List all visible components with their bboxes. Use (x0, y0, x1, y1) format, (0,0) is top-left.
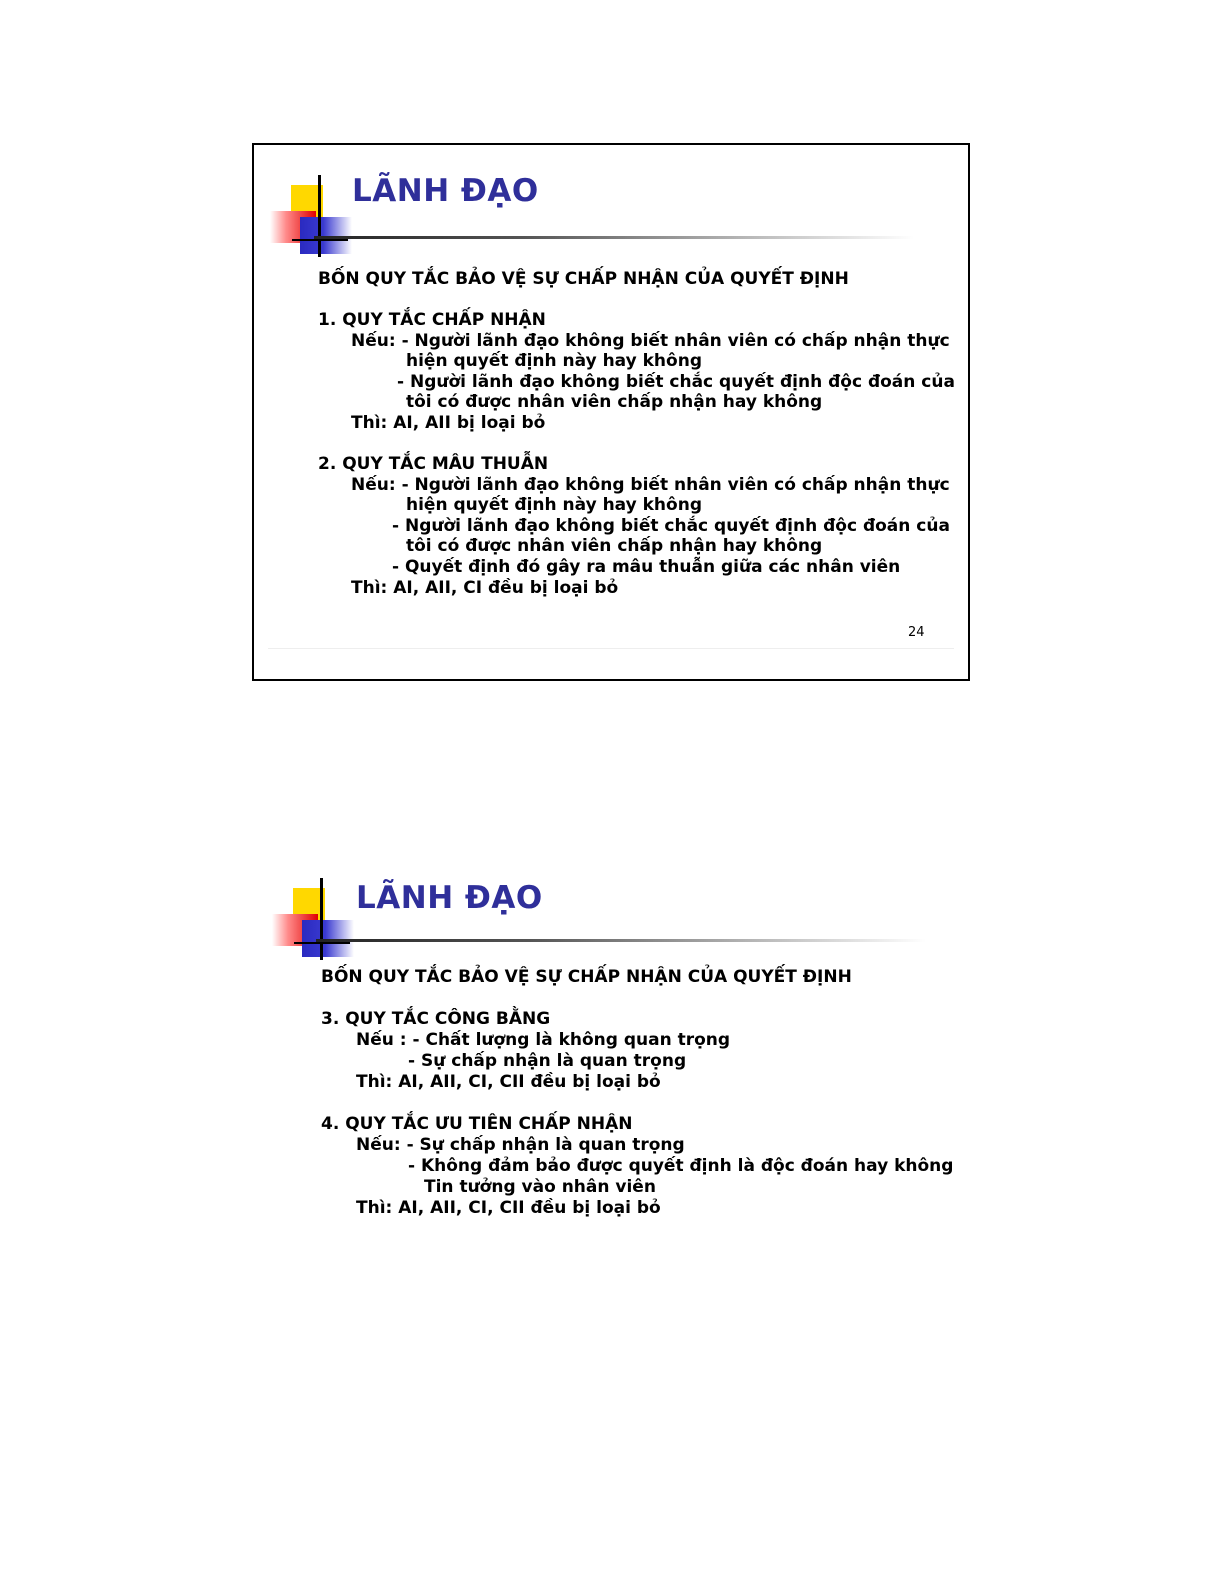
slide-subtitle: BỐN QUY TẮC BẢO VỆ SỰ CHẤP NHẬN CỦA QUYẾT ĐỊNH (321, 967, 852, 987)
condition-line: - Sự chấp nhận là quan trọng (408, 1051, 687, 1071)
condition-line: Nếu: - Sự chấp nhận là quan trọng (356, 1135, 685, 1155)
title-rule (316, 939, 926, 942)
rule-heading: 2. QUY TẮC MÂU THUẪN (318, 454, 549, 474)
condition-line: hiện quyết định này hay không (406, 351, 702, 371)
result-line: Thì: AI, AII, CI, CII đều bị loại bỏ (356, 1072, 661, 1092)
slide-title: LÃNH ĐẠO (356, 880, 543, 916)
condition-line: Nếu : - Chất lượng là không quan trọng (356, 1030, 731, 1050)
rule-heading: 4. QUY TẮC ƯU TIÊN CHẤP NHẬN (321, 1114, 633, 1134)
result-line: Thì: AI, AII, CI, CII đều bị loại bỏ (356, 1198, 661, 1218)
rule-heading: 1. QUY TẮC CHẤP NHẬN (318, 310, 546, 330)
title-rule (314, 236, 914, 239)
result-line: Thì: AI, AII, CI đều bị loại bỏ (351, 578, 619, 598)
condition-line: tôi có được nhân viên chấp nhận hay không (406, 536, 823, 556)
condition-line: - Người lãnh đạo không biết chắc quyết định độc đoán của (392, 516, 950, 536)
slide-25 (258, 860, 976, 1280)
condition-line: Nếu: - Người lãnh đạo không biết nhân viên có chấp nhận thực (351, 475, 950, 495)
condition-line: hiện quyết định này hay không (406, 495, 702, 515)
condition-line: - Người lãnh đạo không biết chắc quyết định độc đoán của (397, 372, 955, 392)
condition-line: - Quyết định đó gây ra mâu thuẫn giữa các nhân viên (392, 557, 901, 577)
slide-title: LÃNH ĐẠO (352, 173, 539, 209)
condition-line: Tin tưởng vào nhân viên (424, 1177, 656, 1197)
slide-logo-icon (270, 175, 360, 265)
result-line: Thì: AI, AII bị loại bỏ (351, 413, 546, 433)
page-number: 24 (908, 625, 925, 640)
condition-line: tôi có được nhân viên chấp nhận hay không (406, 392, 823, 412)
slide-subtitle: BỐN QUY TẮC BẢO VỆ SỰ CHẤP NHẬN CỦA QUYẾT ĐỊNH (318, 269, 849, 289)
slide-24 (252, 143, 970, 681)
rule-heading: 3. QUY TẮC CÔNG BẰNG (321, 1009, 551, 1029)
footer-divider (268, 648, 954, 649)
condition-line: Nếu: - Người lãnh đạo không biết nhân viên có chấp nhận thực (351, 331, 950, 351)
slide-logo-icon (272, 878, 362, 968)
condition-line: - Không đảm bảo được quyết định là độc đoán hay không (408, 1156, 954, 1176)
